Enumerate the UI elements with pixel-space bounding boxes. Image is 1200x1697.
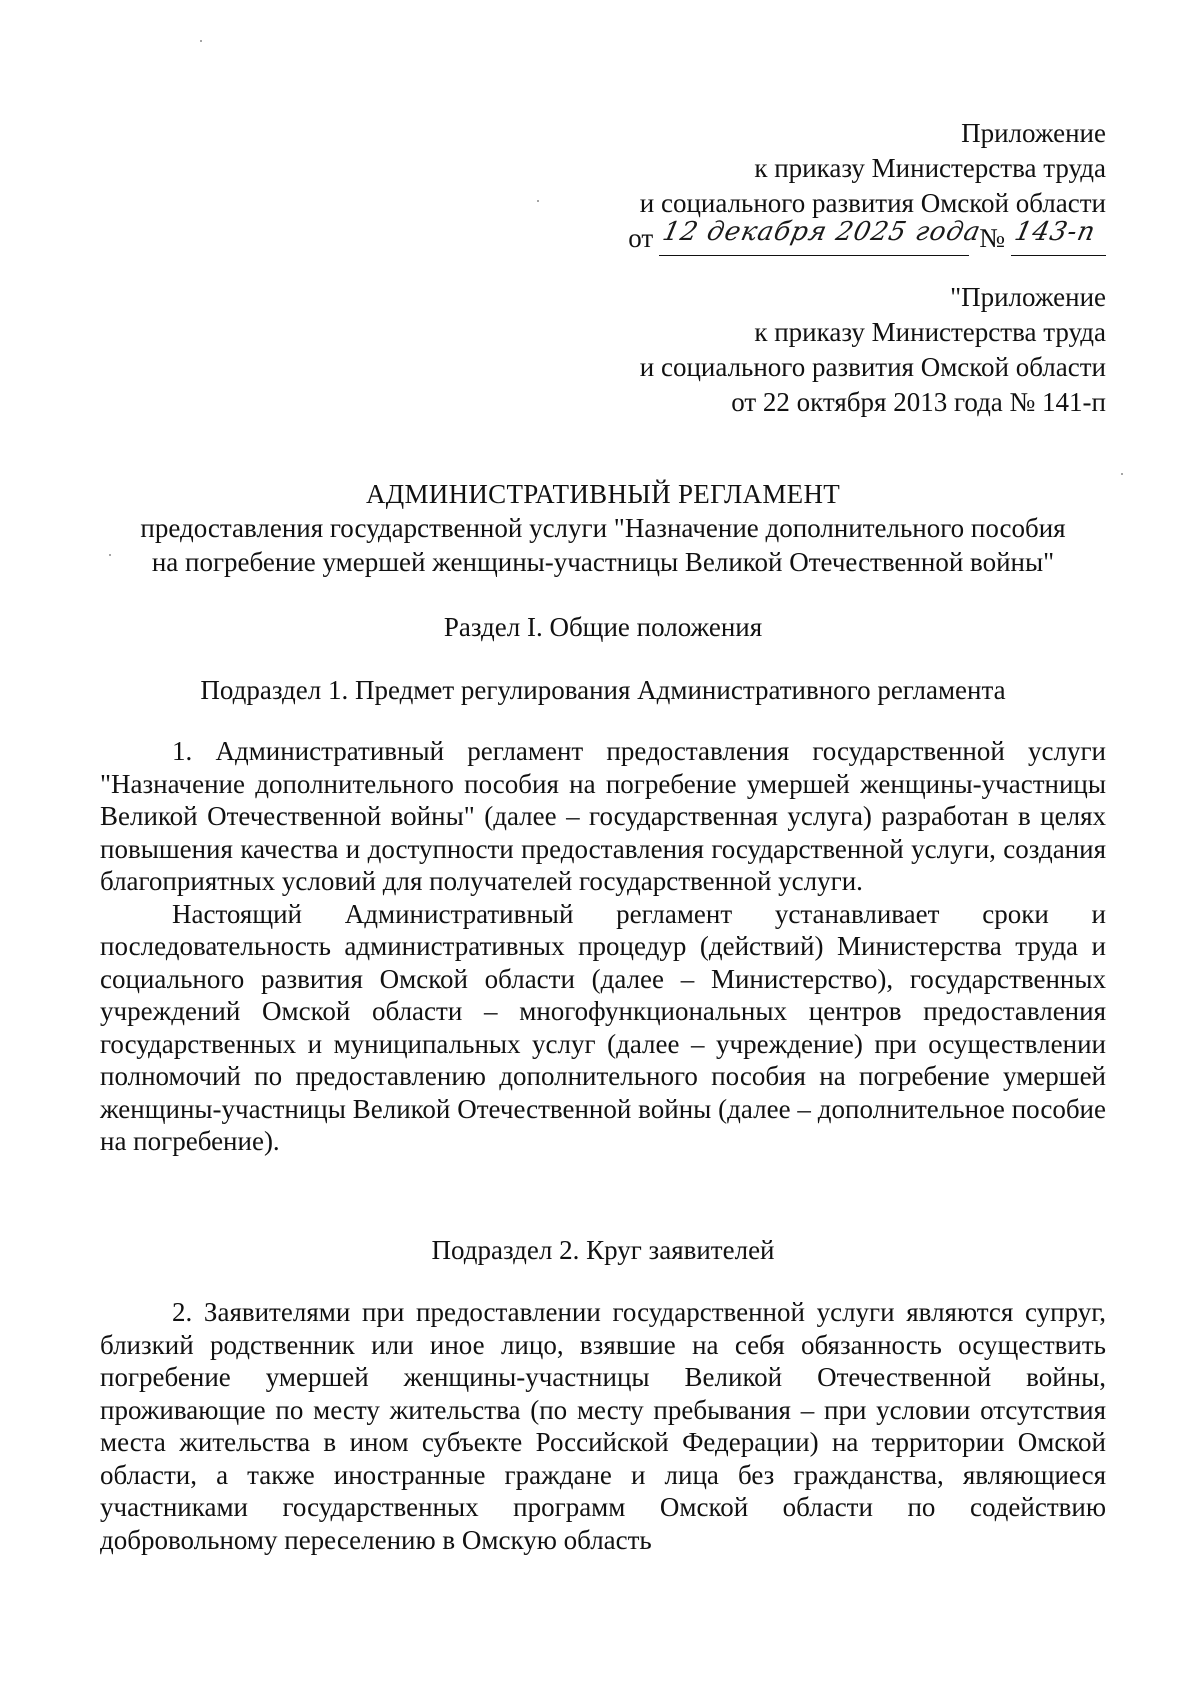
approval-number-sign: № xyxy=(979,223,1005,253)
document-subtitle-line-1: предоставления государственной услуги "Назначение дополнительного пособия xyxy=(140,513,1066,543)
original-appendix-line-1: "Приложение xyxy=(950,282,1106,312)
approval-block xyxy=(546,116,1106,256)
subsection-1-body xyxy=(100,735,1106,1158)
scan-speck xyxy=(109,554,111,556)
approval-date-prefix: от xyxy=(628,223,654,253)
approval-number-field xyxy=(1011,217,1106,256)
scan-speck xyxy=(537,200,539,202)
original-appendix-line-2: к приказу Министерства труда xyxy=(754,317,1106,347)
original-appendix-line-4: от 22 октября 2013 года № 141-п xyxy=(731,387,1106,417)
approval-date-handwritten: 12 декабря 2025 года xyxy=(660,217,984,247)
subsection-1-heading: Подраздел 1. Предмет регулирования Административного регламента xyxy=(200,675,1006,705)
subsection-2-heading: Подраздел 2. Круг заявителей xyxy=(431,1235,775,1265)
scan-speck xyxy=(1121,473,1123,475)
document-title: АДМИНИСТРАТИВНЫЙ РЕГЛАМЕНТ xyxy=(365,479,841,509)
approval-line-2: к приказу Министерства труда xyxy=(754,153,1106,183)
document-subtitle-line-2: на погребение умершей женщины-участницы Великой Отечественной войны" xyxy=(151,547,1055,577)
subsection-1-paragraph-1: 1. Административный регламент предоставления государственной услуги "Назначение дополнительного пособия на погребение умершей женщины-участницы Великой Отечественной войны" (далее – государственная услуга) разработан в целях повышения качества и доступности предоставления государственной услуги, создания благоприятных условий для получателей государственной услуги. xyxy=(100,736,1106,896)
document-title-block xyxy=(100,477,1106,579)
original-appendix-line-3: и социального развития Омской области xyxy=(639,352,1106,382)
approval-date-field xyxy=(659,217,984,256)
approval-line-3: и социального развития Омской области xyxy=(639,188,1106,218)
subsection-2-body xyxy=(100,1296,1106,1556)
original-appendix-block xyxy=(546,280,1106,420)
approval-line-1: Приложение xyxy=(961,118,1106,148)
section-1-heading: Раздел I. Общие положения xyxy=(443,612,763,642)
approval-date-line xyxy=(546,217,1106,256)
scan-speck xyxy=(200,40,202,42)
subsection-2-paragraph-1: 2. Заявителями при предоставлении государственной услуги являются супруг, близкий родственник или иное лицо, взявшие на себя обязанность осуществить погребение умершей женщины-участницы Великой Отечественной войны, проживающие по месту жительства (по месту пребывания – при условии отсутствия места жительства в ином субъекте Российской Федерации) на территории Омской области, а также иностранные граждане и лица без гражданства, являющиеся участниками государственных программ Омской области по содействию добровольному переселению в Омскую область xyxy=(100,1297,1106,1555)
subsection-1-paragraph-2: Настоящий Административный регламент устанавливает сроки и последовательность административных процедур (действий) Министерства труда и социального развития Омской области (далее – Министерство), государственных учреждений Омской области – многофункциональных центров предоставления государственных и муниципальных услуг (далее – учреждение) при осуществлении полномочий по предоставлению дополнительного пособия на погребение умершей женщины-участницы Великой Отечественной войны (далее – дополнительное пособие на погребение). xyxy=(100,898,1106,1156)
approval-number-handwritten: 143-п xyxy=(1011,217,1099,247)
